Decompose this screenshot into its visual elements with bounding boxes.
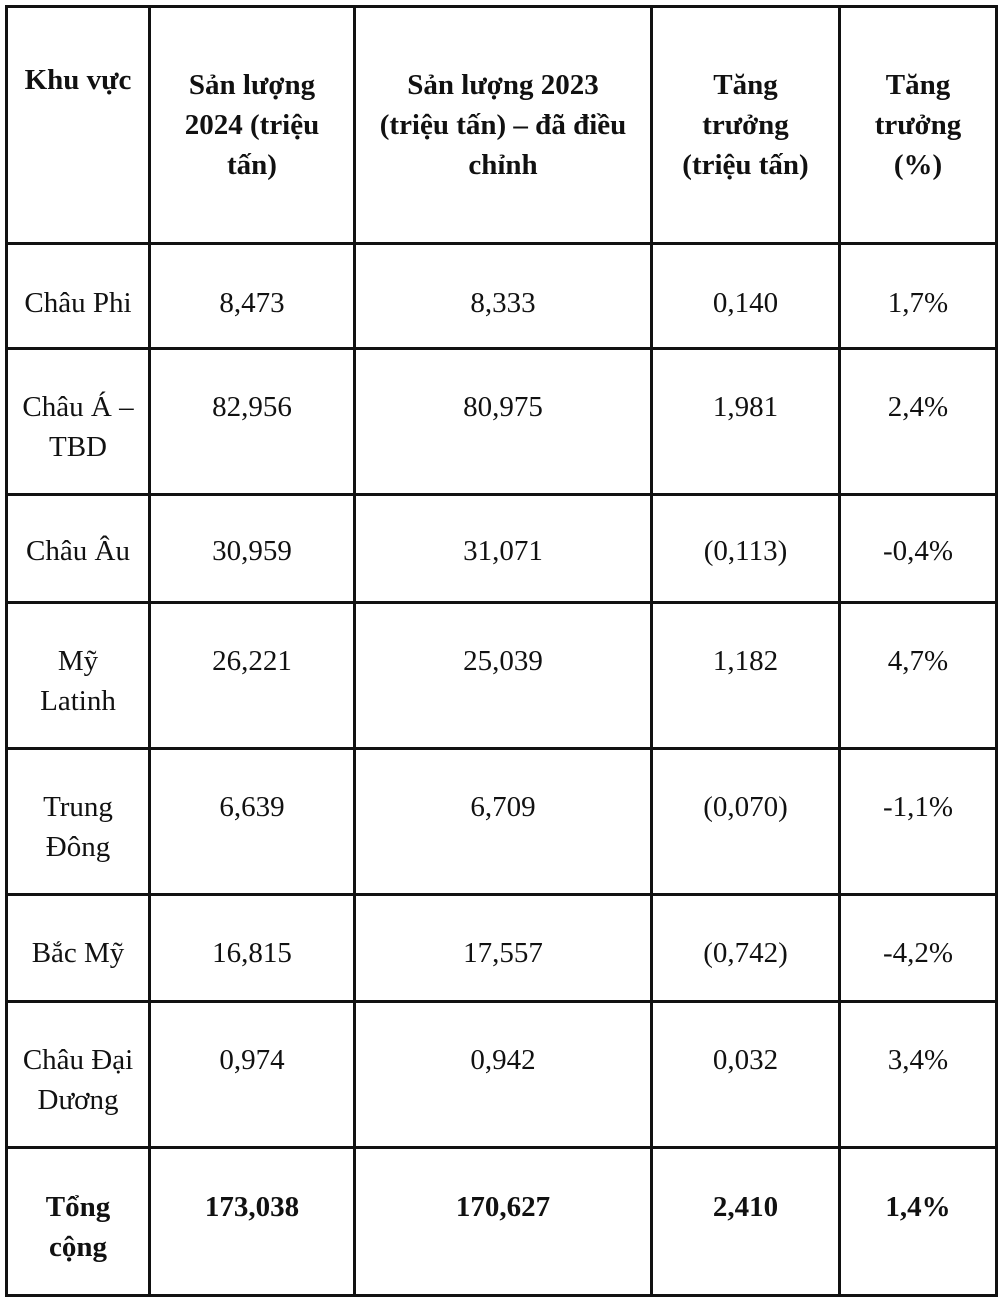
total-growth-tonnes: 2,410 [652, 1148, 840, 1296]
cell-growth-percent: -1,1% [840, 749, 997, 895]
cell-growth-tonnes: 1,182 [652, 603, 840, 749]
cell-output-2024: 26,221 [150, 603, 355, 749]
table-row [7, 349, 997, 495]
cell-region: Châu Âu [7, 495, 150, 603]
table-row [7, 895, 997, 1002]
cell-growth-percent: 1,7% [840, 244, 997, 349]
cell-region: Châu Phi [7, 244, 150, 349]
total-output-2024: 173,038 [150, 1148, 355, 1296]
table-row [7, 603, 997, 749]
cell-region: Trung Đông [7, 749, 150, 895]
cell-output-2023: 8,333 [355, 244, 652, 349]
header-region: Khu vực [7, 7, 150, 244]
cell-output-2024: 8,473 [150, 244, 355, 349]
cell-growth-percent: -4,2% [840, 895, 997, 1002]
header-output-2023: Sản lượng 2023 (triệu tấn) – đã điều chỉnh [355, 7, 652, 244]
total-row [7, 1148, 997, 1296]
cell-region: Châu Á – TBD [7, 349, 150, 495]
cell-growth-tonnes: 0,032 [652, 1002, 840, 1148]
cell-output-2024: 16,815 [150, 895, 355, 1002]
cell-output-2023: 6,709 [355, 749, 652, 895]
total-output-2023: 170,627 [355, 1148, 652, 1296]
table-row [7, 495, 997, 603]
production-table [5, 5, 998, 1297]
cell-growth-percent: 2,4% [840, 349, 997, 495]
cell-growth-tonnes: 0,140 [652, 244, 840, 349]
cell-output-2023: 17,557 [355, 895, 652, 1002]
table-row [7, 244, 997, 349]
cell-region: Bắc Mỹ [7, 895, 150, 1002]
cell-growth-percent: 4,7% [840, 603, 997, 749]
cell-output-2024: 6,639 [150, 749, 355, 895]
cell-growth-percent: -0,4% [840, 495, 997, 603]
total-label: Tổng cộng [7, 1148, 150, 1296]
cell-growth-percent: 3,4% [840, 1002, 997, 1148]
cell-output-2024: 82,956 [150, 349, 355, 495]
table-row [7, 1002, 997, 1148]
cell-region: Mỹ Latinh [7, 603, 150, 749]
header-growth-percent: Tăng trưởng (%) [840, 7, 997, 244]
cell-output-2023: 31,071 [355, 495, 652, 603]
cell-growth-tonnes: 1,981 [652, 349, 840, 495]
header-output-2024: Sản lượng 2024 (triệu tấn) [150, 7, 355, 244]
cell-region: Châu Đại Dương [7, 1002, 150, 1148]
cell-growth-tonnes: (0,113) [652, 495, 840, 603]
total-growth-percent: 1,4% [840, 1148, 997, 1296]
cell-output-2023: 25,039 [355, 603, 652, 749]
header-growth-tonnes: Tăng trưởng (triệu tấn) [652, 7, 840, 244]
table-row [7, 749, 997, 895]
cell-output-2024: 0,974 [150, 1002, 355, 1148]
cell-output-2023: 80,975 [355, 349, 652, 495]
cell-growth-tonnes: (0,070) [652, 749, 840, 895]
header-row [7, 7, 997, 244]
cell-output-2024: 30,959 [150, 495, 355, 603]
cell-output-2023: 0,942 [355, 1002, 652, 1148]
cell-growth-tonnes: (0,742) [652, 895, 840, 1002]
